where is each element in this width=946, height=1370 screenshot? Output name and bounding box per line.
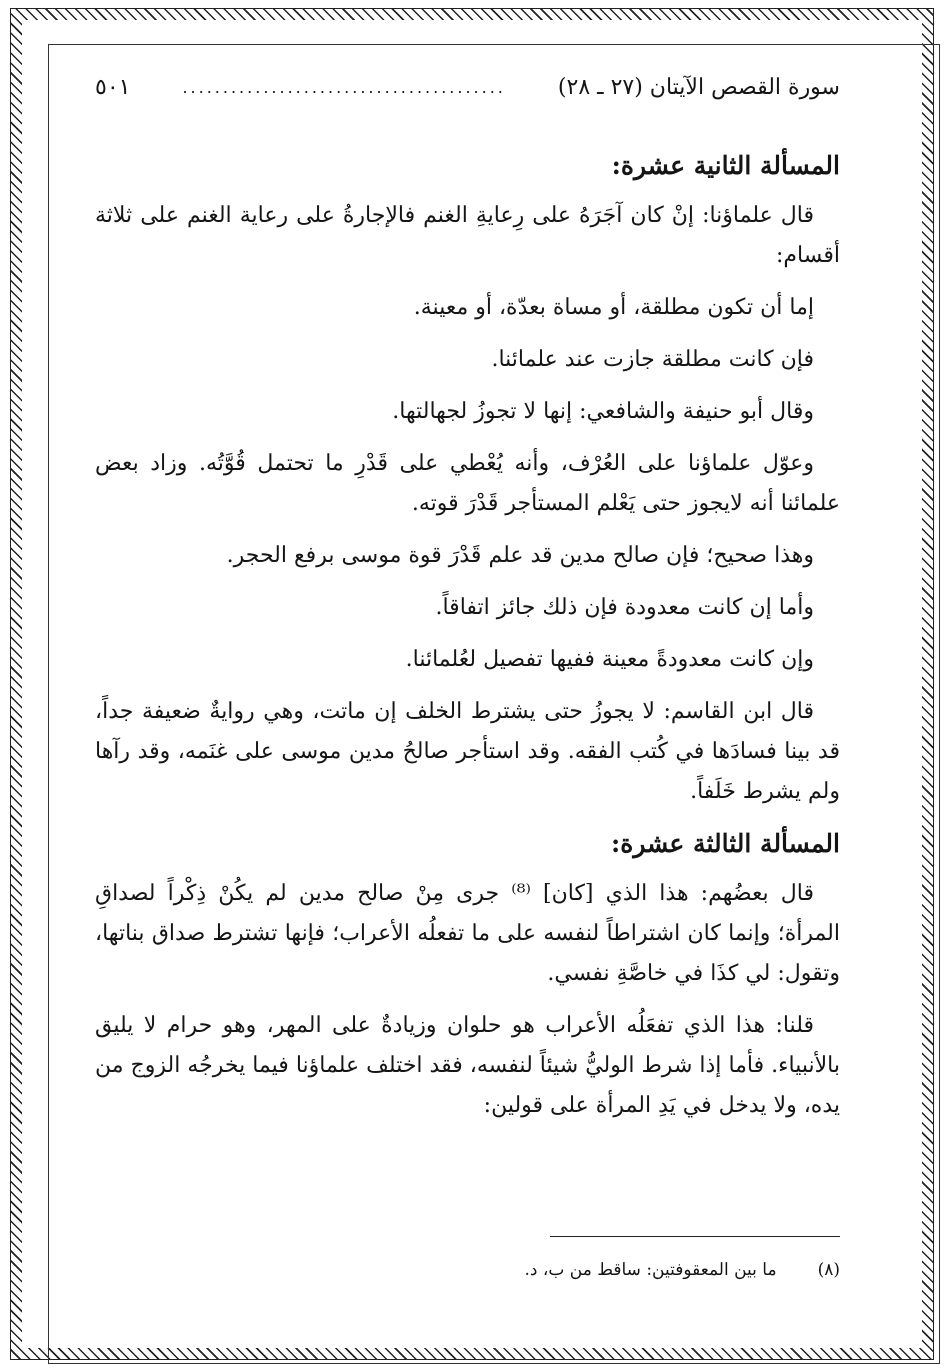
paragraph: فإن كانت مطلقة جازت عند علمائنا. (491, 347, 814, 372)
footnote-text: ما بين المعقوفتين: ساقط من ب، د. (524, 1260, 777, 1280)
paragraph: قال بعضُهم: هذا الذي [كان] ⁽⁸⁾ جرى مِنْ صالح مدين لم يكُنْ ذِكْراً لصداقِ المرأة؛ وإنما كان اشتراطاً لنفسه على ما تفعلُه الأعراب؛ فإنها تشترط صداق بناتها، وتقول: لي كذَا في خاصَّةِ نفسي. (95, 881, 840, 986)
running-header (95, 68, 840, 108)
page-content (95, 68, 840, 1298)
paragraph: إما أن تكون مطلقة، أو مساة بعدّة، أو معينة. (413, 295, 814, 320)
paragraph: قال علماؤنا: إنْ كان آجَرَهُ على رِعايةِ الغنم فالإجارةُ على رعاية الغنم على ثلاثة أقسام: (95, 203, 840, 268)
header-leader-dots: ........................................ (182, 78, 506, 97)
paragraph: قلنا: هذا الذي تفعَلُه الأعراب هو حلوان وزيادةٌ على المهر، وهو حرام لا يليق بالأنبياء. فأما إذا شرط الوليُّ شيئاً لنفسه، فقد اختلف علماؤنا فيما يخرجُه الزوج من يده، ولا يدخل في يَدِ المرأة على قولين: (95, 1013, 840, 1118)
footnote-number: (٨) (817, 1260, 840, 1280)
paragraph: وأما إن كانت معدودة فإن ذلك جائز اتفاقاً. (435, 595, 814, 620)
paragraph: وقال أبو حنيفة والشافعي: إنها لا تجوزُ لجهالتها. (392, 399, 814, 424)
section-heading: المسألة الثالثة عشرة: (611, 829, 840, 858)
paragraph: وعوّل علماؤنا على العُرْف، وأنه يُعْطي على قَدْرِ ما تحتمل قُوَّتُه. وزاد بعض علمائنا أنه لايجوز حتى يَعْلم المستأجر قَدْرَ قوته. (95, 451, 840, 516)
paragraph: وهذا صحيح؛ فإن صالح مدين قد علم قَدْرَ قوة موسى برفع الحجر. (226, 543, 814, 568)
paragraph: قال ابن القاسم: لا يجوزُ حتى يشترط الخلف إن ماتت، وهي روايةٌ ضعيفة جداً، قد بينا فسادَها في كُتب الفقه. وقد استأجر صالحُ مدين موسى على غنَمه، وقد رآها ولم يشرط خَلَفاً. (95, 699, 840, 804)
page-number: ٥٠١ (95, 75, 131, 100)
paragraph: وإن كانت معدودةً معينة ففيها تفصيل لعُلمائنا. (405, 647, 814, 672)
section-heading: المسألة الثانية عشرة: (611, 151, 840, 180)
footnote-divider (550, 1236, 840, 1237)
header-title: سورة القصص الآيتان (٢٧ ـ ٢٨) (557, 75, 840, 100)
footnote (525, 1256, 840, 1284)
